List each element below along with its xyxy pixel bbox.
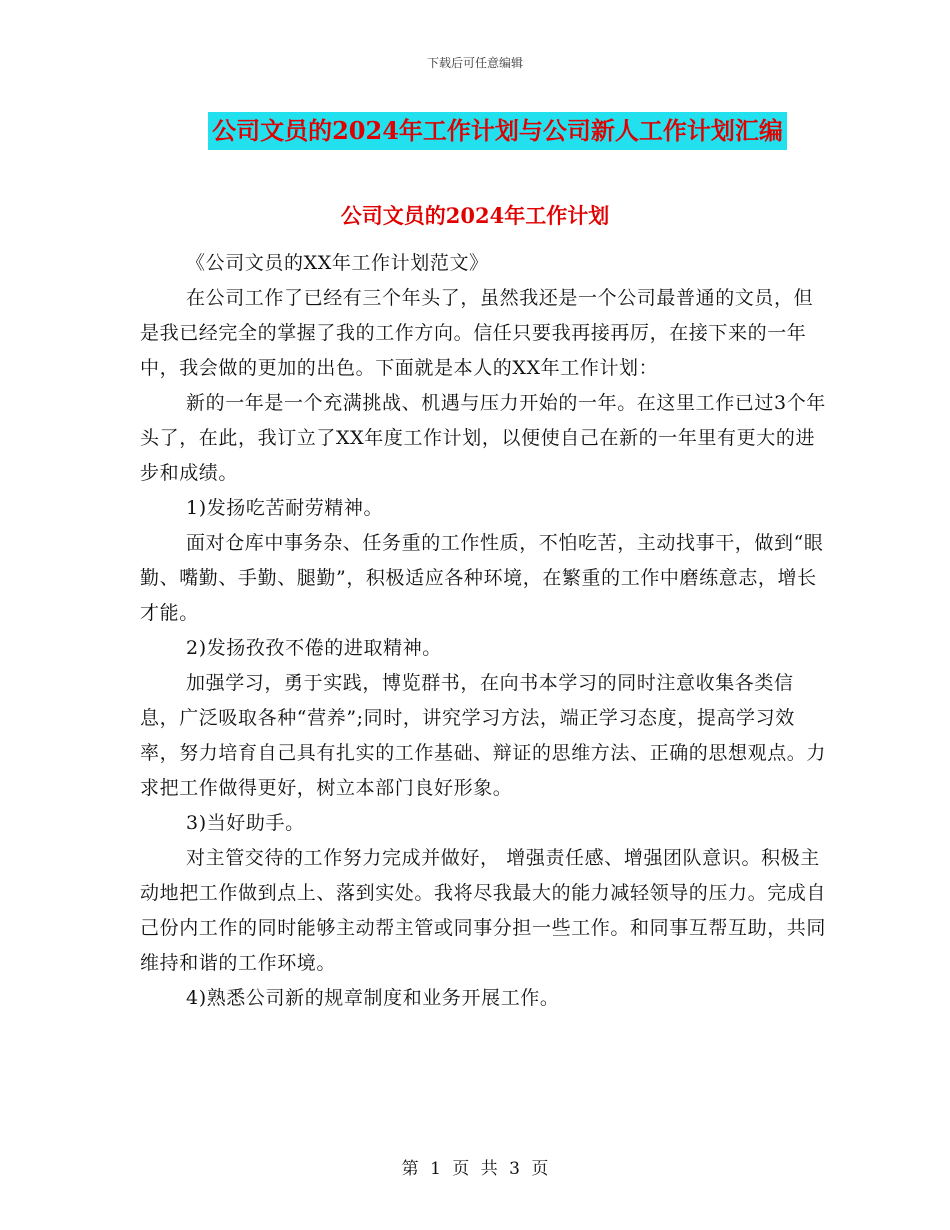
- paragraph: 对主管交待的工作努力完成并做好， 增强责任感、增强团队意识。积极主动地把工作做到点上、落到实处。我将尽我最大的能力减轻领导的压力。完成自己份内工作的同时能够主动帮主管或同事分担一些工作。和同事互帮互助，共同维持和谐的工作环境。: [140, 847, 827, 974]
- document-body: [140, 246, 830, 1016]
- list-heading: 3)当好助手。: [186, 812, 305, 834]
- paragraph: 加强学习，勇于实践，博览群书，在向书本学习的同时注意收集各类信息，广泛吸取各种“营养”;同时，讲究学习方法，端正学习态度，提高学习效率，努力培育自己具有扎实的工作基础、辩证的思维方法、正确的思想观点。力求把工作做得更好，树立本部门良好形象。: [140, 672, 827, 799]
- section-title: 公司文员的2024年工作计划: [340, 203, 610, 228]
- paragraph: 新的一年是一个充满挑战、机遇与压力开始的一年。在这里工作已过3个年头了，在此，我订立了XX年度工作计划，以便使自己在新的一年里有更大的进步和成绩。: [140, 392, 826, 484]
- paragraph: 在公司工作了已经有三个年头了，虽然我还是一个公司最普通的文员，但是我已经完全的掌握了我的工作方向。信任只要我再接再厉，在接下来的一年中，我会做的更加的出色。下面就是本人的XX年工作计划：: [140, 287, 814, 379]
- header-note: 下载后可任意编辑: [426, 56, 523, 70]
- list-heading: 2)发扬孜孜不倦的进取精神。: [186, 637, 442, 659]
- list-heading: 4)熟悉公司新的规章制度和业务开展工作。: [186, 987, 560, 1009]
- paragraph-quote-title: 《公司文员的XX年工作计划范文》: [186, 252, 489, 274]
- page-footer: 第 1 页 共 3 页: [401, 1159, 549, 1179]
- main-title-container: [0, 112, 950, 150]
- list-heading: 1)发扬吃苦耐劳精神。: [186, 497, 384, 519]
- document-title: 公司文员的2024年工作计划与公司新人工作计划汇编: [208, 112, 787, 150]
- paragraph: 面对仓库中事务杂、任务重的工作性质，不怕吃苦，主动找事干，做到“眼勤、嘴勤、手勤、腿勤”，积极适应各种环境，在繁重的工作中磨练意志，增长才能。: [140, 532, 824, 624]
